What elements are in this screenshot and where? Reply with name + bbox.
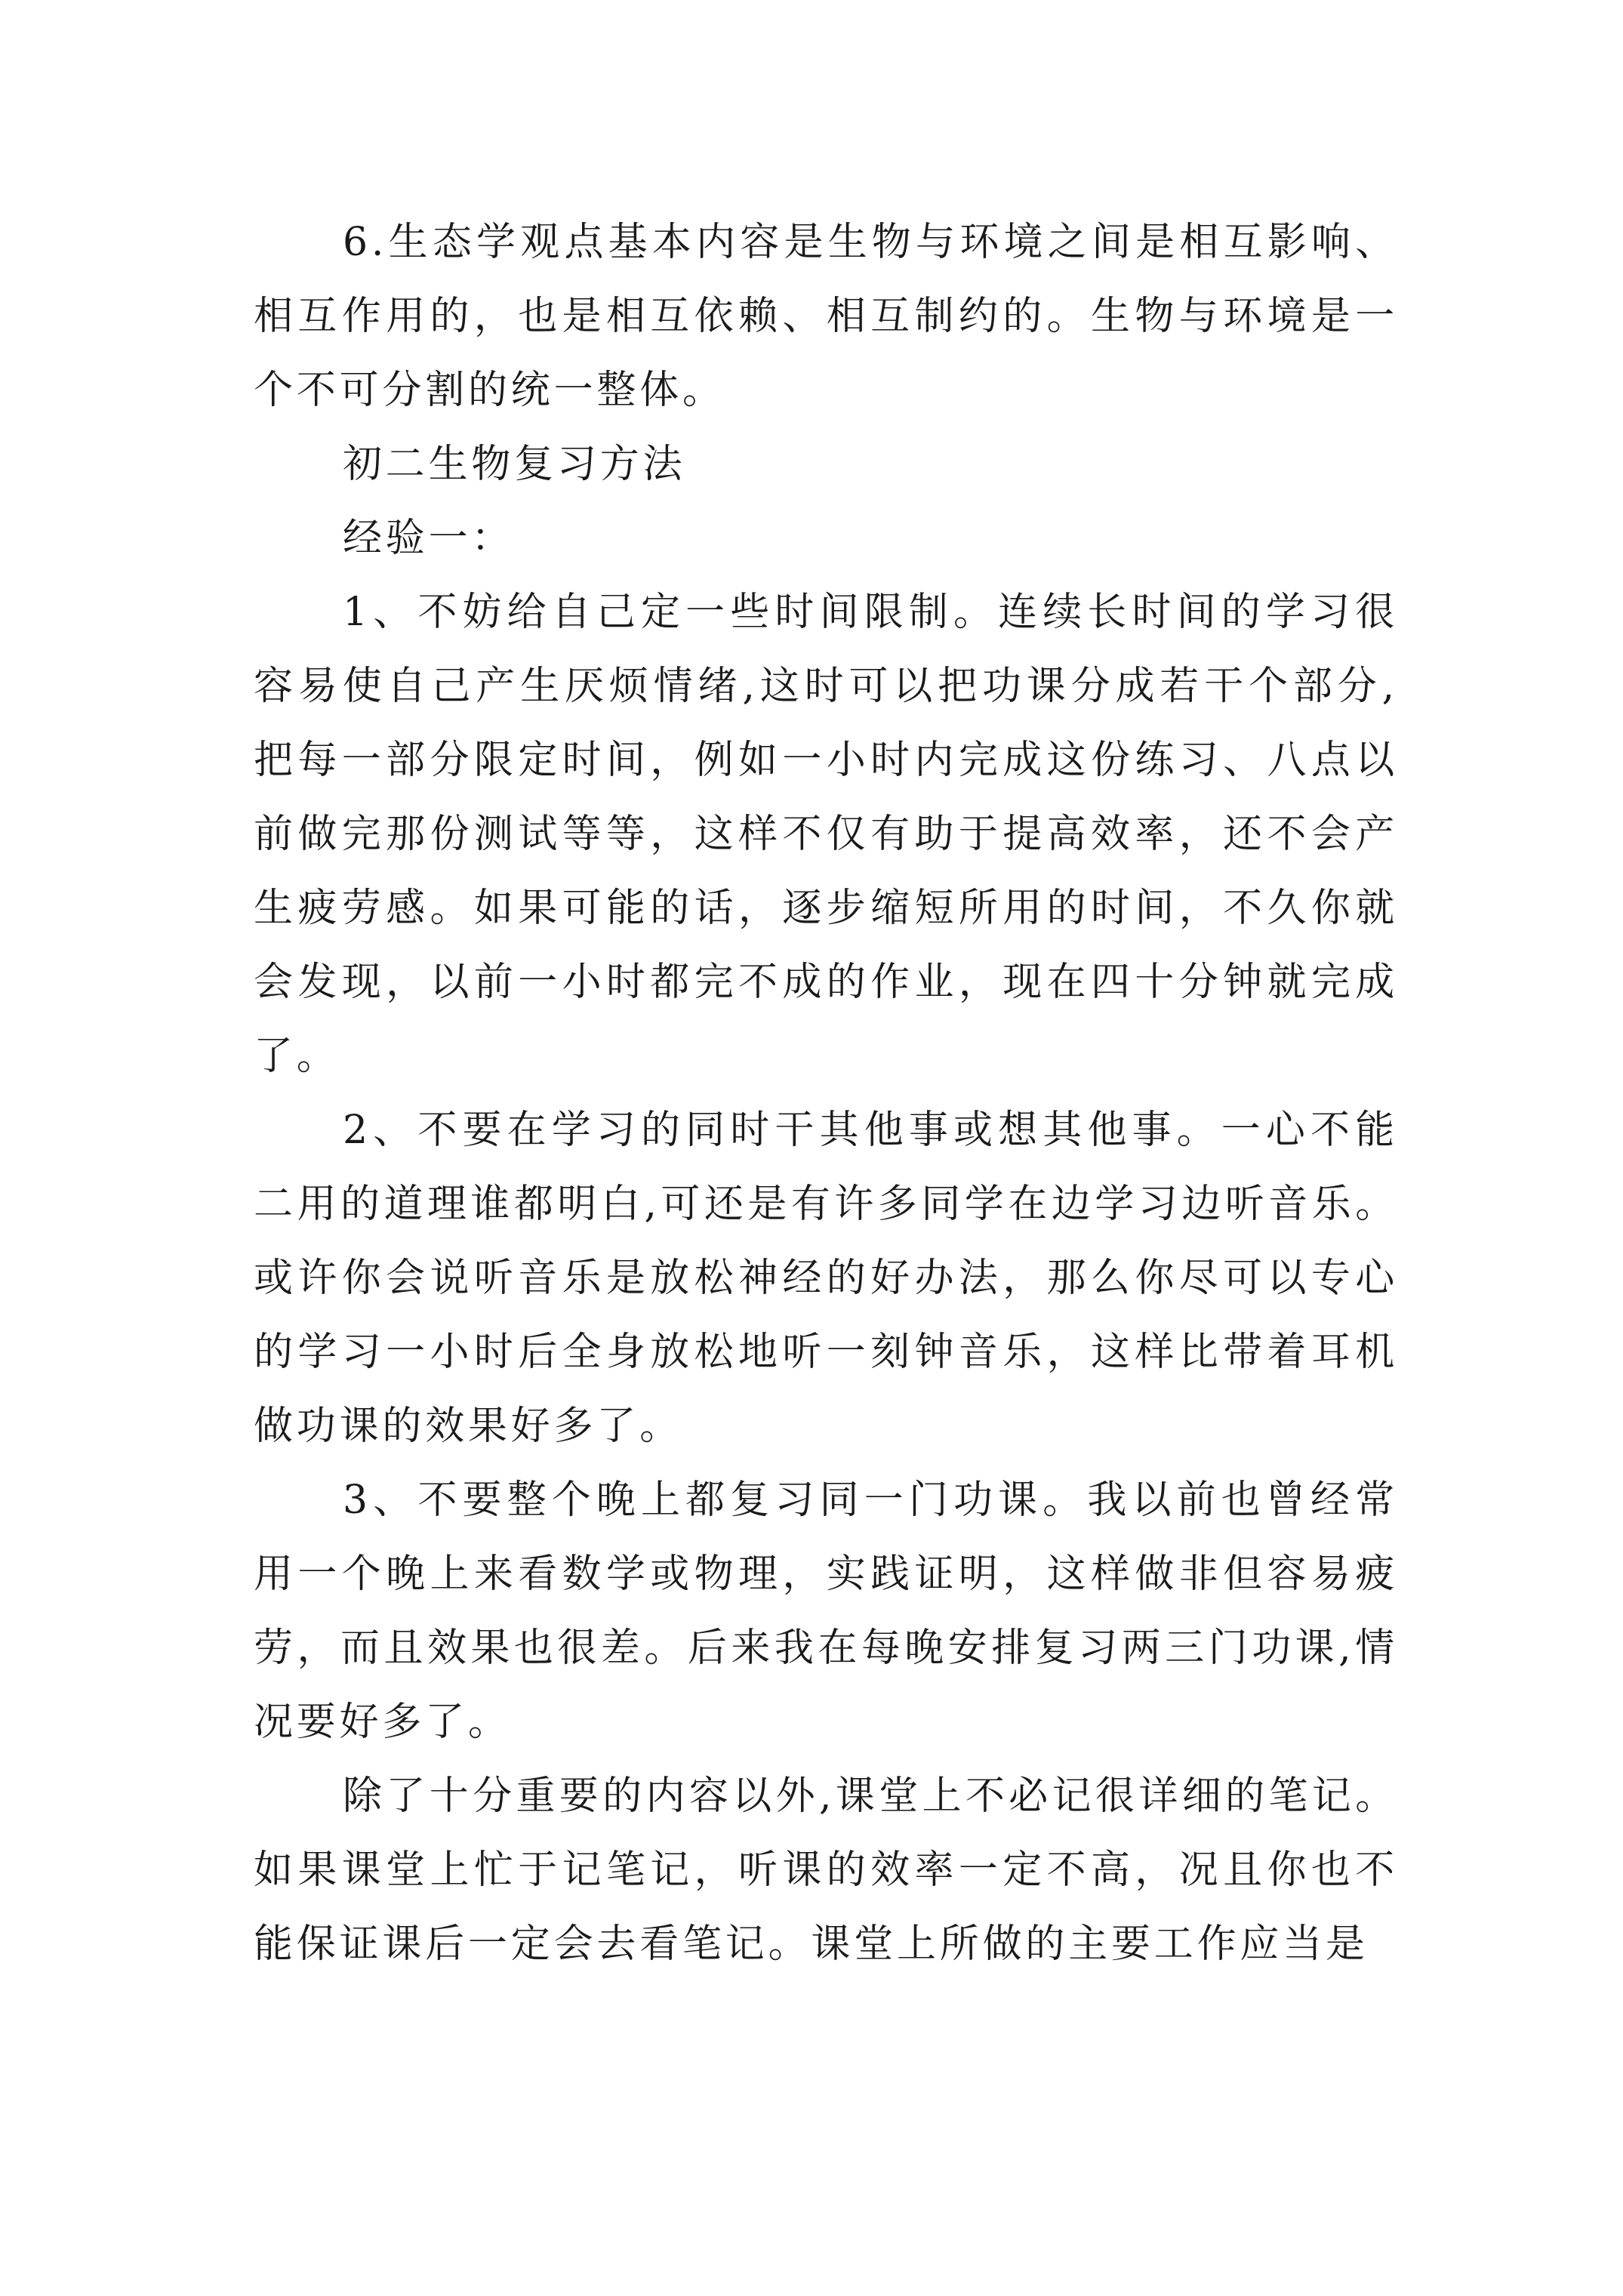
paragraph-tip-1: 1、不妨给自己定一些时间限制。连续长时间的学习很容易使自己产生厌烦情绪,这时可以把功课分成若干个部分,把每一部分限定时间，例如一小时内完成这份练习、八点以前做完那份测试等等，这样不仅有助于提高效率，还不会产生疲劳感。如果可能的话，逐步缩短所用的时间，不久你就会发现，以前一小时都完不成的作业，现在四十分钟就完成了。	[254, 590, 1398, 1079]
paragraph-notes: 除了十分重要的内容以外,课堂上不必记很详细的笔记。如果课堂上忙于记笔记，听课的效率一定不高，况且你也不能保证课后一定会去看笔记。课堂上所做的主要工作应当是	[254, 1774, 1398, 1967]
paragraph-tip-2: 2、不要在学习的同时干其他事或想其他事。一心不能二用的道理谁都明白,可还是有许多同学在边学习边听音乐。或许你会说听音乐是放松神经的好办法，那么你尽可以专心的学习一小时后全身放松地听一刻钟音乐，这样比带着耳机做功课的效果好多了。	[254, 1108, 1398, 1449]
paragraph-tip-3: 3、不要整个晚上都复习同一门功课。我以前也曾经常用一个晚上来看数学或物理，实践证明，这样做非但容易疲劳，而且效果也很差。后来我在每晚安排复习两三门功课,情况要好多了。	[254, 1478, 1398, 1745]
document-page	[254, 205, 1398, 1981]
subheading-experience-one: 经验一：	[343, 516, 515, 561]
section-heading: 初二生物复习方法	[343, 442, 686, 487]
paragraph-ecology-view: 6.生态学观点基本内容是生物与环境之间是相互影响、相互作用的，也是相互依赖、相互制约的。生物与环境是一个不可分割的统一整体。	[254, 220, 1398, 413]
